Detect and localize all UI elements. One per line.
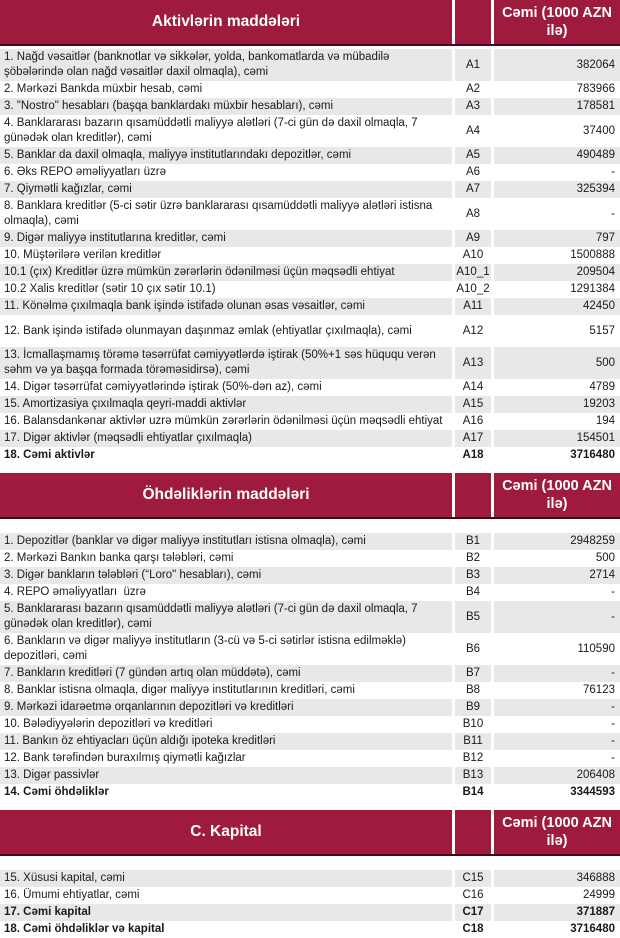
row-code: A18 bbox=[462, 449, 484, 461]
liabilities-section-title: Öhdəliklərin maddələri bbox=[0, 473, 452, 517]
table-row bbox=[0, 633, 620, 665]
table-row bbox=[0, 115, 620, 147]
row-code: B5 bbox=[455, 601, 491, 633]
table-row bbox=[0, 298, 620, 315]
row-code: A2 bbox=[465, 83, 481, 95]
row-code: A1 bbox=[455, 49, 491, 81]
table-row bbox=[0, 81, 620, 98]
row-label: 11. Könəlmə çıxılmaqla bank işində istifadə olunan əsas vəsaitlər, cəmi bbox=[0, 298, 452, 315]
row-value: 325394 bbox=[494, 181, 620, 198]
row-label: 5. Banklararası bazarın qısamüddətli maliyyə alətləri (7-ci gün də daxil olmaqla, 7 günədək olan kreditlər), cəmi bbox=[0, 601, 452, 633]
row-label: 2. Mərkəzi Bankda müxbir hesab, cəmi bbox=[4, 83, 203, 95]
row-value: 2714 bbox=[494, 567, 620, 584]
table-row bbox=[0, 49, 620, 81]
liabilities-header-row bbox=[0, 473, 620, 519]
row-code: A10_2 bbox=[456, 283, 490, 295]
row-label: 4. REPO əməliyyatları üzrə bbox=[4, 586, 146, 598]
row-label: 6. Bankların və digər maliyyə institutların (3-cü və 5-ci sətirlər istisna edilməklə) depozitləri, cəmi bbox=[4, 635, 410, 662]
row-code: B8 bbox=[465, 684, 481, 696]
row-code: B7 bbox=[455, 665, 491, 682]
row-label: 12. Bank tərəfindən buraxılmış qiymətli kağızlar bbox=[4, 752, 246, 764]
liabilities-code-column-header bbox=[455, 473, 491, 517]
row-label: 10.1 (çıx) Kreditlər üzrə mümkün zərərlərin ödənilməsi üçün məqsədli ehtiyat bbox=[0, 264, 452, 281]
row-label: 10. Bələdiyyələrin depozitləri və kreditləri bbox=[4, 718, 213, 730]
table-row bbox=[0, 665, 620, 682]
table-row bbox=[0, 699, 620, 716]
row-value: 3344593 bbox=[570, 786, 615, 798]
row-value: 194 bbox=[595, 415, 615, 427]
capital-header-row bbox=[0, 810, 620, 856]
row-label: 5. Banklar da daxil olmaqla, maliyyə institutlarındakı depozitlər, cəmi bbox=[0, 147, 452, 164]
row-label: 14. Digər təsərrüfat cəmiyyətlərində iştirak (50%-dən az), cəmi bbox=[4, 381, 322, 393]
row-value: - bbox=[494, 733, 620, 750]
table-row bbox=[0, 533, 620, 550]
section-liabilities bbox=[0, 473, 620, 801]
row-label: 3. Digər bankların tələbləri (“Loro" hesabları), cəmi bbox=[0, 567, 452, 584]
row-value: 37400 bbox=[583, 124, 615, 137]
row-label: 8. Banklar istisna olmaqla, digər maliyyə institutlarının kreditləri, cəmi bbox=[4, 684, 355, 696]
row-code: A13 bbox=[455, 347, 491, 379]
row-label: 3. "Nostro" hesabları (başqa banklardakı müxbir hesabları), cəmi bbox=[0, 98, 452, 115]
row-value: 3716480 bbox=[570, 449, 615, 461]
row-value: - bbox=[494, 699, 620, 716]
row-label: 13. Digər passivlər bbox=[0, 767, 452, 784]
row-value: 209504 bbox=[494, 264, 620, 281]
table-row bbox=[0, 716, 620, 733]
table-row bbox=[0, 315, 620, 347]
row-label: 11. Bankın öz ehtiyacları üçün aldığı ipoteka kreditləri bbox=[0, 733, 452, 750]
table-row bbox=[0, 584, 620, 601]
table-row bbox=[0, 198, 620, 230]
row-label: 14. Cəmi öhdəliklər bbox=[4, 786, 109, 798]
capital-rows bbox=[0, 870, 620, 938]
table-row bbox=[0, 447, 620, 464]
table-row bbox=[0, 147, 620, 164]
row-label: 17. Cəmi kapital bbox=[0, 904, 452, 921]
row-code: A6 bbox=[465, 166, 481, 178]
row-label: 7. Bankların kreditləri (7 gündən artıq olan müddətə), cəmi bbox=[0, 665, 452, 682]
row-value: 1291384 bbox=[570, 283, 615, 295]
row-label: 6. Əks REPO əməliyyatları üzrə bbox=[4, 166, 167, 178]
table-row bbox=[0, 904, 620, 921]
row-label: 13. İcmallaşmamış törəmə təsərrüfat cəmiyyətlərdə iştirak (50%+1 səs hüququ verən səhm və ya başqa formada törəməsidirsə), cəmi bbox=[0, 347, 452, 379]
row-label: 10. Müştərilərə verilən kreditlər bbox=[4, 249, 162, 261]
row-value: 797 bbox=[494, 230, 620, 247]
row-value: 783966 bbox=[576, 83, 615, 95]
section-assets bbox=[0, 0, 620, 464]
row-label: 15. Amortizasiya çıxılmaqla qeyri-maddi aktivlər bbox=[0, 396, 452, 413]
row-value: - bbox=[611, 207, 615, 220]
row-code: A7 bbox=[455, 181, 491, 198]
table-row bbox=[0, 550, 620, 567]
capital-code-column-header bbox=[455, 810, 491, 854]
row-value: - bbox=[611, 586, 615, 598]
row-value: 2948259 bbox=[494, 533, 620, 550]
row-value: - bbox=[494, 601, 620, 633]
table-row bbox=[0, 413, 620, 430]
table-row bbox=[0, 379, 620, 396]
row-label: 18. Cəmi öhdəliklər və kapital bbox=[4, 923, 165, 935]
row-value: - bbox=[611, 166, 615, 178]
row-code: A17 bbox=[455, 430, 491, 447]
row-label: 16. Balansdankənar aktivlər uzrə mümkün zərərlərin ödənilməsi üçün məqsədli ehtiyat bbox=[4, 415, 443, 427]
row-code: B2 bbox=[465, 552, 481, 564]
row-code: B4 bbox=[465, 586, 481, 598]
assets-section-title: Aktivlərin maddələri bbox=[0, 0, 452, 44]
row-code: A16 bbox=[462, 415, 484, 427]
liabilities-amount-column-header: Cəmi (1000 AZN ilə) bbox=[494, 473, 620, 517]
row-value: 500 bbox=[595, 552, 615, 564]
row-code: B11 bbox=[455, 733, 491, 750]
row-label: 10.2 Xalis kreditlər (sətir 10 çıx sətir 10.1) bbox=[4, 283, 216, 295]
row-code: C15 bbox=[455, 870, 491, 887]
row-value: 1500888 bbox=[570, 249, 615, 261]
row-code: A14 bbox=[462, 381, 484, 393]
row-value: 5157 bbox=[589, 324, 615, 337]
row-value: 382064 bbox=[494, 49, 620, 81]
row-code: A12 bbox=[462, 324, 484, 337]
row-code: B13 bbox=[455, 767, 491, 784]
row-value: 76123 bbox=[583, 684, 615, 696]
table-row bbox=[0, 264, 620, 281]
row-value: 500 bbox=[494, 347, 620, 379]
table-row bbox=[0, 767, 620, 784]
row-value: 110590 bbox=[577, 642, 615, 655]
table-row bbox=[0, 784, 620, 801]
row-value: - bbox=[611, 752, 615, 764]
row-code: A5 bbox=[455, 147, 491, 164]
row-value: 3716480 bbox=[570, 923, 615, 935]
table-row bbox=[0, 347, 620, 379]
row-code: B9 bbox=[455, 699, 491, 716]
table-row bbox=[0, 164, 620, 181]
row-label: 1. Nağd vəsaitlər (banknotlar və sikkələr, yolda, bankomatlarda və mübadilə şöbələrində olan nağd vəsaitlər daxil olmaqla), cəmi bbox=[0, 49, 452, 81]
row-label: 8. Banklara kreditlər (5-ci sətir üzrə banklararası qısamüddətli maliyyə alətləri istisna olmaqla), cəmi bbox=[4, 200, 436, 227]
table-row bbox=[0, 98, 620, 115]
row-value: 371887 bbox=[494, 904, 620, 921]
row-label: 18. Cəmi aktivlər bbox=[4, 449, 95, 461]
row-code: B1 bbox=[455, 533, 491, 550]
table-row bbox=[0, 750, 620, 767]
liabilities-rows bbox=[0, 533, 620, 801]
row-label: 2. Mərkəzi Bankın banka qarşı tələbləri, cəmi bbox=[4, 552, 234, 564]
row-code: B6 bbox=[465, 642, 481, 655]
row-value: - bbox=[494, 665, 620, 682]
row-value: 346888 bbox=[494, 870, 620, 887]
table-row bbox=[0, 601, 620, 633]
capital-amount-column-header: Cəmi (1000 AZN ilə) bbox=[494, 810, 620, 854]
row-label: 16. Ümumi ehtiyatlar, cəmi bbox=[4, 889, 140, 901]
row-code: A10_1 bbox=[455, 264, 491, 281]
row-label: 17. Digər aktivlər (məqsədli ehtiyatlar çıxılmaqla) bbox=[0, 430, 452, 447]
table-row bbox=[0, 247, 620, 264]
row-label: 7. Qiymətli kağızlar, cəmi bbox=[0, 181, 452, 198]
row-value: 19203 bbox=[494, 396, 620, 413]
table-row bbox=[0, 733, 620, 750]
table-row bbox=[0, 921, 620, 938]
assets-code-column-header bbox=[455, 0, 491, 44]
row-code: C18 bbox=[462, 923, 484, 935]
table-row bbox=[0, 181, 620, 198]
row-code: A10 bbox=[462, 249, 484, 261]
table-row bbox=[0, 887, 620, 904]
row-code: B14 bbox=[462, 786, 484, 798]
section-capital bbox=[0, 810, 620, 938]
table-row bbox=[0, 870, 620, 887]
row-code: C17 bbox=[455, 904, 491, 921]
row-code: A11 bbox=[455, 298, 491, 315]
row-label: 4. Banklararası bazarın qısamüddətli maliyyə alətləri (7-ci gün də daxil olmaqla, 7 günədək olan kreditlər), cəmi bbox=[4, 117, 421, 144]
row-code: A8 bbox=[465, 207, 481, 220]
row-value: 154501 bbox=[494, 430, 620, 447]
row-code: A9 bbox=[455, 230, 491, 247]
row-code: B12 bbox=[462, 752, 484, 764]
table-row bbox=[0, 281, 620, 298]
capital-section-title: C. Kapital bbox=[0, 810, 452, 854]
row-value: 42450 bbox=[494, 298, 620, 315]
header-gap bbox=[0, 519, 620, 533]
row-label: 9. Mərkəzi idarəetmə orqanlarının depozitləri və kreditləri bbox=[0, 699, 452, 716]
table-row bbox=[0, 430, 620, 447]
row-label: 9. Digər maliyyə institutlarına kreditlər, cəmi bbox=[0, 230, 452, 247]
row-label: 12. Bank işində istifadə olunmayan daşınmaz əmlak (ehtiyatlar çıxılmaqla), cəmi bbox=[4, 324, 412, 337]
row-value: 24999 bbox=[583, 889, 615, 901]
row-code: A15 bbox=[455, 396, 491, 413]
row-value: 206408 bbox=[494, 767, 620, 784]
row-value: 490489 bbox=[494, 147, 620, 164]
row-value: 178581 bbox=[494, 98, 620, 115]
row-code: C16 bbox=[462, 889, 484, 901]
row-code: B3 bbox=[455, 567, 491, 584]
row-code: A4 bbox=[465, 124, 481, 137]
row-code: A3 bbox=[455, 98, 491, 115]
row-label: 1. Depozitlər (banklar və digər maliyyə institutları istisna olmaqla), cəmi bbox=[0, 533, 452, 550]
row-label: 15. Xüsusi kapital, cəmi bbox=[0, 870, 452, 887]
row-value: - bbox=[611, 718, 615, 730]
header-gap bbox=[0, 856, 620, 870]
assets-amount-column-header: Cəmi (1000 AZN ilə) bbox=[494, 0, 620, 44]
table-row bbox=[0, 567, 620, 584]
assets-header-row bbox=[0, 0, 620, 46]
assets-rows bbox=[0, 49, 620, 464]
table-row bbox=[0, 396, 620, 413]
table-row bbox=[0, 682, 620, 699]
row-value: 4789 bbox=[589, 381, 615, 393]
row-code: B10 bbox=[462, 718, 484, 730]
table-row bbox=[0, 230, 620, 247]
